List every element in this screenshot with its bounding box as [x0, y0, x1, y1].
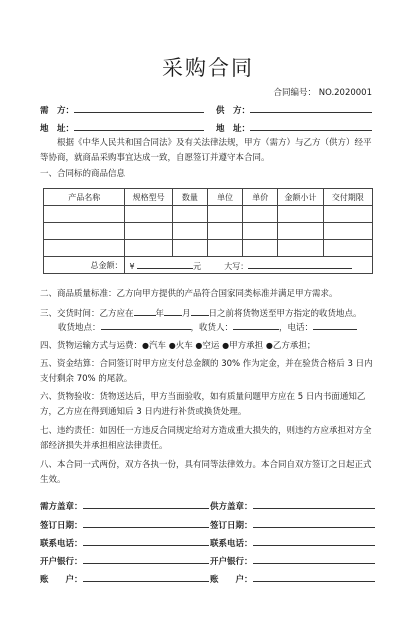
table-cell[interactable]	[172, 206, 207, 223]
sig-right-row	[210, 572, 375, 585]
supplier-address-label: 地 址：	[216, 124, 251, 134]
table-cell[interactable]	[278, 240, 323, 257]
section-4	[40, 339, 315, 351]
supplier-address-field[interactable]	[250, 121, 372, 131]
supplier-date-label: 签订日期：	[210, 521, 253, 531]
buyer-date-field[interactable]	[83, 518, 209, 528]
radio-icon[interactable]: ●	[195, 341, 203, 350]
yuan-prefix: ¥	[129, 261, 135, 271]
radio-icon[interactable]: ●	[265, 341, 273, 350]
buyer-phone-label: 联系电话：	[40, 539, 83, 549]
contract-number-label: 合同编号：	[273, 88, 317, 98]
supplier-label: 供 方：	[216, 106, 251, 116]
sig-left-row	[40, 554, 209, 567]
col-header-model: 规格型号	[125, 189, 172, 206]
table-cell[interactable]	[207, 223, 242, 240]
sig-right-row	[210, 499, 375, 512]
buyer-address-label: 地 址：	[40, 124, 75, 134]
sig-left-row	[40, 499, 209, 512]
supplier-address-row	[216, 121, 372, 134]
section-6: 六、货物验收：货物送达后，甲方当面验收，如有质量问题甲方应在 5 日内书面通知乙方，乙方应在得到通知后 3 日内进行补货或换货处理。	[40, 392, 366, 417]
table-row	[44, 223, 373, 240]
section-3-text: 三、交货时间：乙方应在	[40, 309, 134, 319]
option-train[interactable]: 火车	[175, 341, 193, 351]
supplier-seal-label: 供方盖章：	[210, 502, 253, 512]
supplier-bank-field[interactable]	[253, 554, 375, 564]
delivery-year-field[interactable]	[134, 306, 156, 316]
radio-icon[interactable]: ●	[142, 341, 149, 350]
table-cell[interactable]	[125, 240, 172, 257]
goods-table	[43, 188, 373, 274]
radio-icon[interactable]: ●	[168, 341, 176, 350]
receiver-label: ，收货人：	[190, 323, 234, 333]
yuan-suffix: 元	[193, 261, 202, 271]
col-header-deadline: 交付期限	[323, 189, 372, 206]
table-row	[44, 240, 373, 257]
option-buyer-pays[interactable]: 甲方承担	[229, 341, 264, 351]
table-cell[interactable]	[207, 240, 242, 257]
delivery-month-field[interactable]	[164, 306, 182, 316]
contract-number-value: NO.2020001	[318, 88, 372, 98]
supplier-seal-field[interactable]	[253, 499, 375, 509]
phone-label: ，电话：	[279, 323, 314, 333]
sig-right-row	[210, 536, 375, 549]
total-value-cell	[125, 257, 373, 274]
sig-right-row	[210, 554, 375, 567]
buyer-address-row	[40, 121, 204, 134]
supplier-row	[216, 103, 372, 116]
page-title: 采购合同	[162, 56, 254, 80]
section-5: 五、资金结算：合同签订时甲方应支付总金额的 30% 作为定金，并在验货合格后 3 日内支付剩余 70% 的尾款。	[40, 359, 373, 384]
table-cell[interactable]	[243, 206, 278, 223]
supplier-bank-label: 开户银行：	[210, 557, 253, 567]
supplier-account-label: 账 户：	[210, 575, 253, 585]
table-cell[interactable]	[323, 206, 372, 223]
sig-left-row	[40, 572, 209, 585]
col-header-subtotal: 金额小计	[278, 189, 323, 206]
table-total-row	[44, 257, 373, 274]
sig-left-row	[40, 536, 209, 549]
table-cell[interactable]	[278, 223, 323, 240]
buyer-row	[40, 103, 204, 116]
col-header-price: 单价	[243, 189, 278, 206]
table-cell[interactable]	[125, 206, 172, 223]
upper-amount-label: 大写：	[224, 261, 249, 271]
table-row	[44, 206, 373, 223]
month-label: 月	[182, 309, 191, 319]
sig-left-row	[40, 518, 209, 531]
option-car[interactable]: 汽车	[149, 341, 167, 351]
section-4-text: 四、货物运输方式与运费：	[40, 341, 143, 351]
table-cell[interactable]	[323, 223, 372, 240]
buyer-address-field[interactable]	[74, 121, 204, 131]
buyer-bank-field[interactable]	[83, 554, 209, 564]
col-header-name: 产品名称	[44, 189, 125, 206]
section-8: 八、本合同一式两份，双方各执一份，具有同等法律效力。本合同自双方签订之日起正式生效。	[40, 460, 372, 485]
supplier-phone-field[interactable]	[253, 536, 375, 546]
buyer-seal-field[interactable]	[83, 499, 209, 509]
table-cell[interactable]	[44, 240, 125, 257]
buyer-bank-label: 开户银行：	[40, 557, 83, 567]
buyer-phone-field[interactable]	[83, 536, 209, 546]
section-7: 七、违约责任：如因任一方违反合同规定给对方造成重大损失的，则违约方应承担对方全部经济损失并承担相应法律责任。	[40, 426, 372, 451]
radio-icon[interactable]: ●	[222, 341, 230, 350]
upper-amount-field[interactable]	[248, 259, 352, 269]
buyer-label: 需 方：	[40, 106, 75, 116]
table-cell[interactable]	[243, 240, 278, 257]
table-cell[interactable]	[125, 223, 172, 240]
table-cell[interactable]	[172, 223, 207, 240]
delivery-text: 日之前将货物送至甲方指定的收货地点。	[208, 309, 362, 319]
supplier-date-field[interactable]	[253, 518, 375, 528]
intro-paragraph: 根据《中华人民共和国合同法》及有关法律法规，甲方（需方）与乙方（供方）经平等协商，就商品采购事宜达成一致，自愿签订并遵守本合同。	[40, 138, 372, 163]
section-3-line1	[40, 306, 362, 319]
total-label: 总金额：	[44, 257, 125, 274]
table-cell[interactable]	[44, 206, 125, 223]
delivery-day-field[interactable]	[191, 306, 209, 316]
receiving-place-label: 收货地点：	[58, 323, 101, 333]
table-cell[interactable]	[278, 206, 323, 223]
buyer-seal-label: 需方盖章：	[40, 502, 83, 512]
receiver-field[interactable]	[233, 320, 279, 330]
table-cell[interactable]	[243, 223, 278, 240]
section-1-heading: 一、合同标的商品信息	[40, 169, 126, 179]
section-4-suffix: ；	[306, 341, 316, 351]
total-amount-field[interactable]	[137, 259, 193, 269]
supplier-phone-label: 联系电话：	[210, 539, 253, 549]
col-header-unit: 单位	[207, 189, 242, 206]
section-3-line2	[58, 320, 357, 333]
supplier-field[interactable]	[250, 103, 372, 113]
option-air[interactable]: 空运	[202, 341, 220, 351]
buyer-account-field[interactable]	[83, 572, 209, 582]
receiving-place-field[interactable]	[101, 320, 191, 330]
table-cell[interactable]	[207, 206, 242, 223]
table-header-row	[44, 189, 373, 206]
section-2: 二、商品质量标准：乙方向甲方提供的产品符合国家同类标准并满足甲方需求。	[40, 289, 338, 299]
buyer-account-label: 账 户：	[40, 575, 83, 585]
table-cell[interactable]	[323, 240, 372, 257]
buyer-date-label: 签订日期：	[40, 521, 83, 531]
contract-number	[274, 86, 372, 98]
year-label: 年	[155, 309, 165, 319]
sig-right-row	[210, 518, 375, 531]
option-supplier-pays[interactable]: 乙方承担	[272, 341, 307, 351]
table-cell[interactable]	[172, 240, 207, 257]
buyer-field[interactable]	[74, 103, 204, 113]
supplier-account-field[interactable]	[253, 572, 375, 582]
table-cell[interactable]	[44, 223, 125, 240]
col-header-qty: 数量	[172, 189, 207, 206]
phone-field[interactable]	[313, 320, 357, 330]
